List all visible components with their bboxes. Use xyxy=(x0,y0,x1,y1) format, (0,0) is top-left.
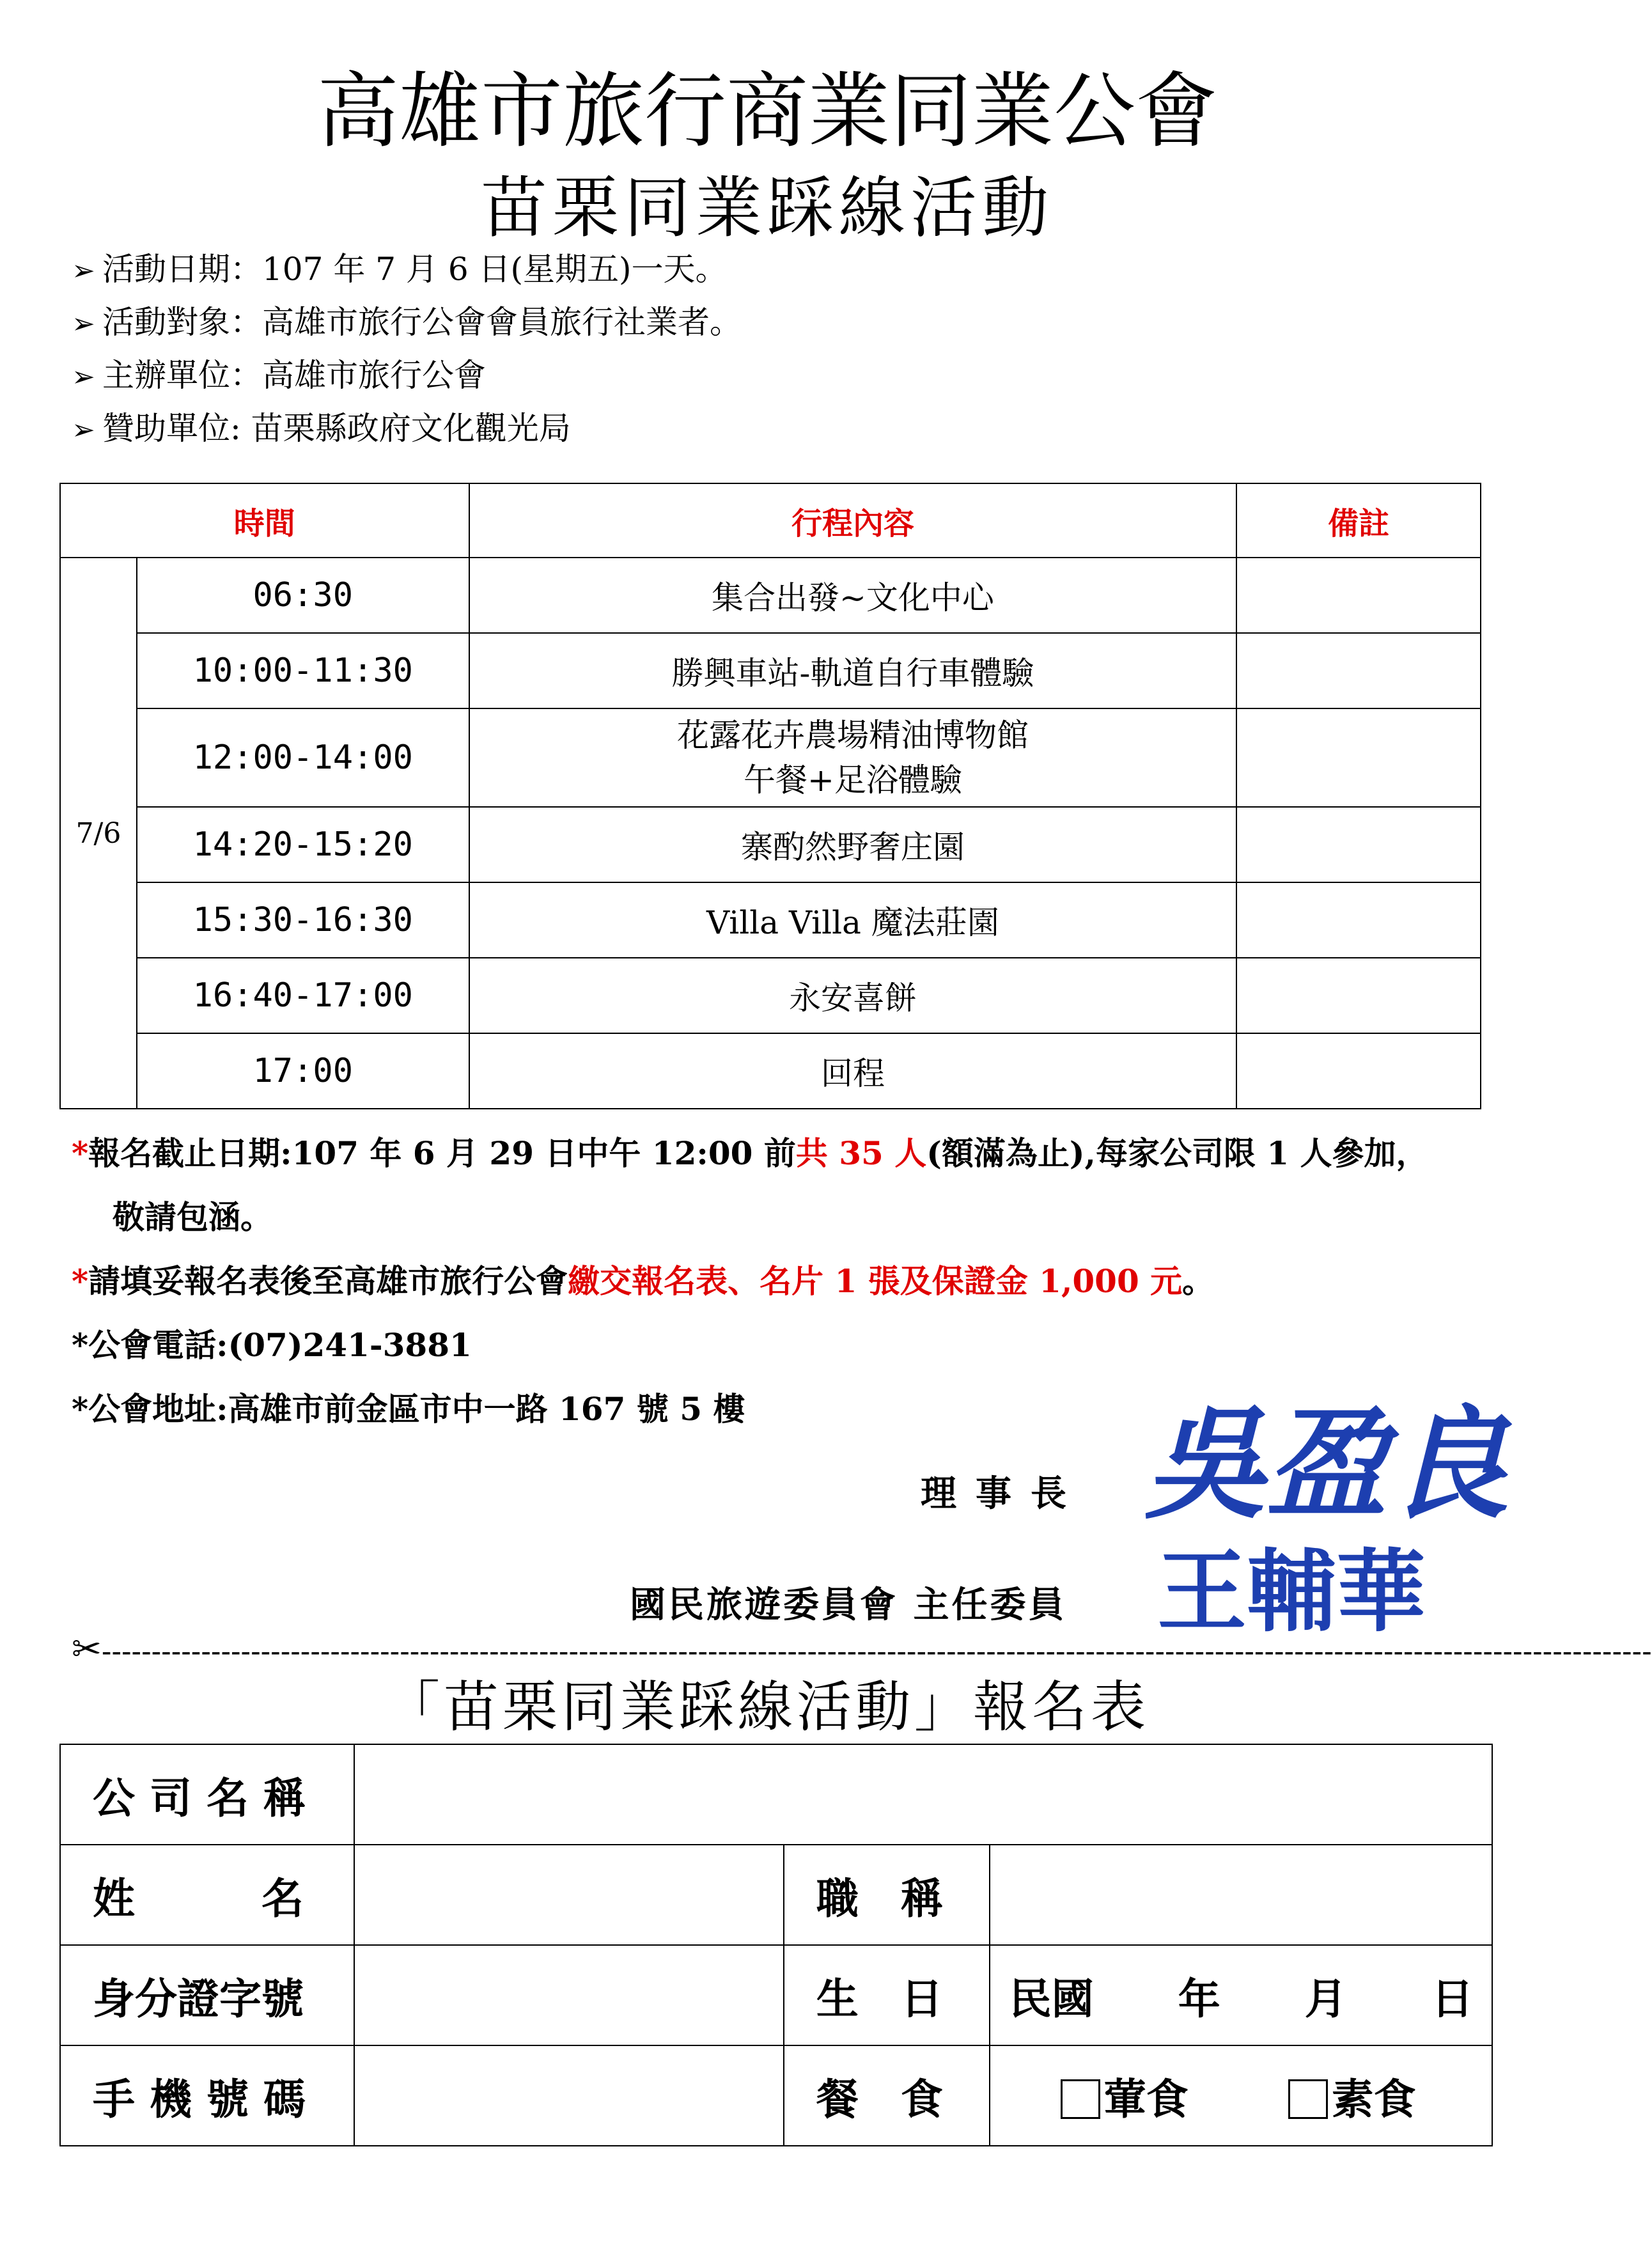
header-note: 備註 xyxy=(1236,483,1481,558)
meat-checkbox[interactable] xyxy=(1061,2079,1100,2119)
table-row xyxy=(60,633,1481,708)
jobtitle-input[interactable] xyxy=(990,1845,1492,1945)
note-cell xyxy=(1236,958,1481,1033)
content-cell: 回程 xyxy=(469,1033,1237,1109)
arrow-icon: ➢ xyxy=(72,254,95,287)
vegetarian-option-label: 素食 xyxy=(1331,2074,1416,2124)
arrow-icon: ➢ xyxy=(72,308,95,340)
name-input[interactable] xyxy=(354,1845,784,1945)
content-cell xyxy=(469,708,1237,807)
meat-option-label: 葷食 xyxy=(1103,2074,1188,2124)
table-row xyxy=(60,558,1481,633)
note-deadline: *報名截止日期:107 年 6 月 29 日中午 12:00 前共 35 人(額滿為止),每家公司限 1 人參加， xyxy=(72,1134,1428,1172)
table-row xyxy=(60,958,1481,1033)
note-cell xyxy=(1236,708,1481,807)
phone-input[interactable] xyxy=(354,2045,784,2146)
header-time: 時間 xyxy=(60,483,469,558)
info-sponsor: ➢ 贊助單位: 苗栗縣政府文化觀光局 xyxy=(72,407,571,451)
jobtitle-label: 職 稱 xyxy=(784,1845,990,1945)
content-cell: 勝興車站-軌道自行車體驗 xyxy=(469,633,1237,708)
time-cell: 12:00-14:00 xyxy=(137,708,469,807)
note-cell xyxy=(1236,558,1481,633)
company-label: 公 司 名 稱 xyxy=(60,1744,354,1845)
table-row xyxy=(60,882,1481,958)
vegetarian-checkbox[interactable] xyxy=(1288,2079,1328,2119)
page-subtitle: 苗栗同業踩線活動 xyxy=(480,169,1054,247)
phone-label: 手 機 號 碼 xyxy=(60,2045,354,2146)
committee-label: 國民旅遊委員會 主任委員 xyxy=(630,1584,1067,1626)
scissors-icon: ✂ xyxy=(72,1629,102,1670)
note-cell xyxy=(1236,1033,1481,1109)
note-phone: *公會電話:(07)241-3881 xyxy=(72,1326,472,1364)
page-title: 高雄市旅行商業同業公會 xyxy=(316,64,1217,159)
info-date: ➢ 活動日期：107 年 7 月 6 日(星期五)一天。 xyxy=(72,248,728,292)
time-cell: 10:00-11:30 xyxy=(137,633,469,708)
schedule-table xyxy=(59,483,1481,1109)
arrow-icon: ➢ xyxy=(72,414,95,446)
registration-form xyxy=(59,1744,1493,2146)
committee-signature: 王輔華 xyxy=(1157,1540,1426,1645)
note-cell xyxy=(1236,807,1481,882)
note-deadline-cont: 敬請包涵。 xyxy=(113,1198,272,1236)
form-title: 「苗栗同業踩線活動」報名表 xyxy=(385,1675,1149,1739)
content-cell: 寨酌然野奢庄園 xyxy=(469,807,1237,882)
table-row xyxy=(60,807,1481,882)
content-line: 花露花卉農場精油博物館 xyxy=(676,717,1029,754)
note-address: *公會地址:高雄市前金區市中一路 167 號 5 樓 xyxy=(72,1390,745,1428)
time-cell: 16:40-17:00 xyxy=(137,958,469,1033)
content-line: 午餐+足浴體驗 xyxy=(744,762,962,799)
info-audience: ➢ 活動對象：高雄市旅行公會會員旅行社業者。 xyxy=(72,301,742,345)
dash-line: ------------------------------------------------------------------------------------------------------------------------------------------------------------ xyxy=(101,1634,1652,1668)
header-content: 行程內容 xyxy=(469,483,1237,558)
content-cell: 永安喜餅 xyxy=(469,958,1237,1033)
id-input[interactable] xyxy=(354,1945,784,2045)
id-label: 身分證字號 xyxy=(60,1945,354,2045)
cut-line xyxy=(72,1629,1652,1670)
time-cell: 15:30-16:30 xyxy=(137,882,469,958)
birthday-input[interactable]: 民國 年 月 日 xyxy=(990,1945,1492,2045)
table-row xyxy=(60,1033,1481,1109)
note-cell xyxy=(1236,633,1481,708)
meal-options xyxy=(990,2045,1492,2146)
info-organizer: ➢ 主辦單位：高雄市旅行公會 xyxy=(72,354,486,398)
note-submit: *請填妥報名表後至高雄市旅行公會繳交報名表、名片 1 張及保證金 1,000 元。 xyxy=(72,1262,1215,1300)
table-row xyxy=(60,708,1481,807)
content-cell: Villa Villa 魔法莊園 xyxy=(469,882,1237,958)
chair-signature: 吳盈良 xyxy=(1144,1393,1509,1535)
time-cell: 14:20-15:20 xyxy=(137,807,469,882)
chair-label: 理事長 xyxy=(921,1473,1086,1515)
content-cell: 集合出發~文化中心 xyxy=(469,558,1237,633)
date-cell: 7/6 xyxy=(60,558,137,1109)
birthday-label: 生 日 xyxy=(784,1945,990,2045)
company-input[interactable] xyxy=(354,1744,1492,1845)
time-cell: 17:00 xyxy=(137,1033,469,1109)
note-cell xyxy=(1236,882,1481,958)
arrow-icon: ➢ xyxy=(72,361,95,393)
meal-label: 餐 食 xyxy=(784,2045,990,2146)
name-label: 姓 名 xyxy=(60,1845,354,1945)
time-cell: 06:30 xyxy=(137,558,469,633)
